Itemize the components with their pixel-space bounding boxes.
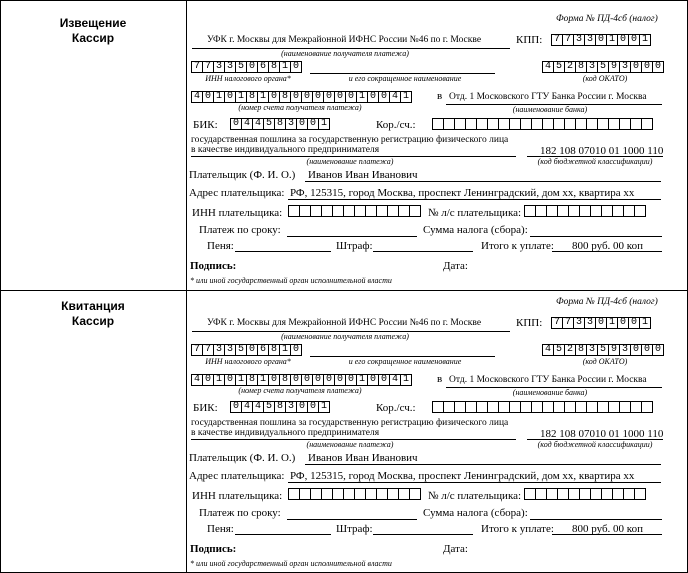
- digit-cell: 3: [213, 344, 225, 356]
- recipient-hint: (наименование получателя платежа): [281, 332, 409, 341]
- digit-cell: 4: [389, 374, 401, 386]
- bank-hint: (наименование банка): [512, 105, 588, 114]
- fine-label: Штраф:: [336, 240, 373, 252]
- payment-name-line1: государственная пошлина за государственную регистрацию физического лица: [191, 135, 509, 145]
- digit-cell: 1: [235, 91, 247, 103]
- footnote: * или иной государственный орган исполнительной власти: [190, 276, 392, 285]
- digit-cell: 3: [584, 34, 596, 46]
- digit-cell: 8: [274, 118, 286, 130]
- payer-underline: [305, 464, 661, 465]
- receipt-section: [0, 283, 688, 573]
- cashier-label: Кассир: [71, 314, 115, 328]
- digit-cell: 1: [279, 344, 291, 356]
- tax-sum-underline: [530, 519, 662, 520]
- digit-cell: 0: [334, 374, 346, 386]
- digit-cell: 0: [230, 401, 242, 413]
- table-border-left: [0, 0, 1, 573]
- digit-cell: 0: [290, 91, 302, 103]
- date-label: Дата:: [443, 543, 468, 555]
- digit-boxes: [191, 344, 302, 356]
- digit-cell: 5: [235, 61, 247, 73]
- digit-cell: 0: [268, 374, 280, 386]
- digit-cell: 0: [246, 344, 258, 356]
- digit-cell: 7: [191, 61, 203, 73]
- bik-label: БИК:: [193, 402, 218, 414]
- penalty-label: Пеня:: [207, 240, 234, 252]
- recipient-name: УФК г. Москвы для Межрайонной ИФНС России №46 по г. Москве: [207, 35, 482, 45]
- digit-cell: 1: [318, 118, 330, 130]
- digit-cell[interactable]: [634, 488, 646, 500]
- digit-cell: 5: [263, 401, 275, 413]
- digit-cell: 1: [356, 374, 368, 386]
- total-label: Итого к уплате:: [481, 523, 554, 535]
- digit-cell: 6: [257, 61, 269, 73]
- payment-name-line2: в качестве индивидуального предпринимателя: [191, 428, 380, 438]
- fine-underline: [373, 251, 473, 252]
- digit-cell: 0: [378, 374, 390, 386]
- bik-label: БИК:: [193, 119, 218, 131]
- due-label: Платеж по сроку:: [199, 507, 281, 519]
- digit-cell: 5: [235, 344, 247, 356]
- payment-name-hint: (наименование платежа): [306, 157, 394, 166]
- digit-cell: 0: [301, 374, 313, 386]
- digit-cell: 0: [246, 61, 258, 73]
- digit-boxes: [191, 91, 412, 103]
- total-label: Итого к уплате:: [481, 240, 554, 252]
- digit-cell: 4: [241, 118, 253, 130]
- digit-cell: 1: [400, 374, 412, 386]
- payment-name-hint: (наименование платежа): [306, 440, 394, 449]
- digit-boxes: [191, 61, 302, 73]
- digit-cell: 8: [575, 61, 587, 73]
- account-hint: (номер счета получателя платежа): [238, 386, 362, 395]
- bank-hint: (наименование банка): [512, 388, 588, 397]
- digit-cell: 0: [323, 374, 335, 386]
- fine-label: Штраф:: [336, 523, 373, 535]
- digit-cell: 3: [224, 344, 236, 356]
- signature-label: Подпись:: [190, 260, 237, 272]
- digit-cell: 8: [575, 344, 587, 356]
- digit-cell: 3: [586, 61, 598, 73]
- digit-cell: 3: [573, 317, 585, 329]
- digit-cell: 1: [213, 91, 225, 103]
- digit-cell: 7: [191, 344, 203, 356]
- digit-cell[interactable]: [409, 205, 421, 217]
- digit-boxes: [542, 61, 664, 73]
- digit-cell: 0: [312, 374, 324, 386]
- digit-cell: 3: [213, 61, 225, 73]
- kbk-code: 182 108 07010 01 1000 110: [540, 145, 664, 157]
- recipient-name: УФК г. Москвы для Межрайонной ИФНС России №46 по г. Москве: [207, 318, 482, 328]
- penalty-underline: [235, 534, 331, 535]
- address-underline: [288, 199, 661, 200]
- digit-cell: 7: [202, 61, 214, 73]
- table-border-top: [0, 0, 687, 1]
- digit-cell: 0: [224, 374, 236, 386]
- kpp-label: КПП:: [516, 34, 543, 46]
- address-label: Адрес плательщика:: [189, 187, 285, 199]
- digit-cell: 1: [257, 91, 269, 103]
- digit-cell: 6: [257, 344, 269, 356]
- digit-cell: 7: [562, 34, 574, 46]
- digit-cell: 3: [619, 344, 631, 356]
- digit-cell: 9: [608, 344, 620, 356]
- okato-hint: (код ОКАТО): [582, 357, 628, 366]
- digit-cell: 0: [595, 34, 607, 46]
- due-underline: [287, 236, 417, 237]
- digit-cell: 0: [628, 317, 640, 329]
- digit-cell: 1: [279, 61, 291, 73]
- digit-cell: 0: [345, 374, 357, 386]
- cashier-label: Кассир: [71, 31, 115, 45]
- payer-name: Иванов Иван Иванович: [308, 169, 418, 181]
- digit-cell: 1: [257, 374, 269, 386]
- digit-cell: 7: [202, 344, 214, 356]
- digit-cell: 0: [323, 91, 335, 103]
- digit-cell: 4: [191, 374, 203, 386]
- digit-cell: 5: [553, 61, 565, 73]
- digit-cell: 0: [290, 374, 302, 386]
- payer-account-label: № л/с плательщика:: [428, 207, 522, 219]
- inn-hint: ИНН налогового органа*: [205, 74, 291, 83]
- due-underline: [287, 519, 417, 520]
- digit-cell: 0: [617, 34, 629, 46]
- digit-cell: 8: [274, 401, 286, 413]
- digit-cell: 0: [296, 118, 308, 130]
- digit-cell: 0: [224, 91, 236, 103]
- bank-name: Отд. 1 Московского ГТУ Банка России г. Москва: [449, 375, 647, 385]
- digit-cell: 8: [246, 374, 258, 386]
- form-title: Форма № ПД-4сб (налог): [556, 14, 658, 24]
- okato-hint: (код ОКАТО): [582, 74, 628, 83]
- digit-cell: 0: [307, 118, 319, 130]
- digit-cell: 4: [542, 344, 554, 356]
- digit-cell: 3: [619, 61, 631, 73]
- digit-cell: 1: [356, 91, 368, 103]
- digit-boxes: [191, 374, 412, 386]
- digit-cell: 5: [553, 344, 565, 356]
- digit-cell: 9: [608, 61, 620, 73]
- due-label: Платеж по сроку:: [199, 224, 281, 236]
- address-underline: [288, 482, 661, 483]
- payer-inn-boxes[interactable]: [288, 205, 421, 217]
- digit-cell: 1: [400, 91, 412, 103]
- digit-cell: 3: [224, 61, 236, 73]
- digit-cell: 1: [235, 374, 247, 386]
- kpp-label: КПП:: [516, 317, 543, 329]
- digit-cell: 0: [595, 317, 607, 329]
- digit-cell: 0: [290, 344, 302, 356]
- kor-account-boxes[interactable]: [432, 401, 653, 413]
- kor-label: Кор./сч.:: [376, 119, 416, 131]
- digit-boxes: [230, 118, 330, 130]
- payer-inn-label: ИНН плательщика:: [192, 207, 283, 219]
- payer-account-boxes[interactable]: [524, 205, 646, 217]
- digit-cell: 3: [285, 118, 297, 130]
- fine-underline: [373, 534, 473, 535]
- digit-cell: 3: [584, 317, 596, 329]
- digit-cell: 0: [630, 344, 642, 356]
- payer-account-boxes[interactable]: [524, 488, 646, 500]
- digit-cell: 4: [191, 91, 203, 103]
- payer-address: РФ, 125315, город Москва, проспект Ленинградский, дом хх, квартира хх: [290, 187, 635, 199]
- abbr-hint: и его сокращенное наименование: [348, 357, 462, 366]
- digit-cell: 2: [564, 344, 576, 356]
- digit-boxes: [551, 34, 651, 46]
- digit-cell: 4: [252, 118, 264, 130]
- kbk-code: 182 108 07010 01 1000 110: [540, 428, 664, 440]
- digit-cell: 0: [628, 34, 640, 46]
- penalty-label: Пеня:: [207, 523, 234, 535]
- in-label: в: [437, 373, 443, 385]
- payer-label: Плательщик (Ф. И. О.): [189, 169, 296, 181]
- digit-cell: 0: [617, 317, 629, 329]
- digit-cell: 8: [279, 91, 291, 103]
- digit-cell: 1: [639, 317, 651, 329]
- digit-cell: 0: [652, 344, 664, 356]
- penalty-underline: [235, 251, 331, 252]
- digit-cell: 1: [606, 34, 618, 46]
- inn-hint: ИНН налогового органа*: [205, 357, 291, 366]
- payer-address: РФ, 125315, город Москва, проспект Ленинградский, дом хх, квартира хх: [290, 470, 635, 482]
- digit-cell: 1: [639, 34, 651, 46]
- section-title: Квитанция: [61, 299, 125, 313]
- digit-cell: 2: [564, 61, 576, 73]
- digit-cell: 4: [389, 91, 401, 103]
- digit-cell: 4: [252, 401, 264, 413]
- table-divider: [0, 290, 687, 291]
- digit-boxes: [230, 401, 330, 413]
- payer-inn-label: ИНН плательщика:: [192, 490, 283, 502]
- digit-cell: 0: [630, 61, 642, 73]
- address-label: Адрес плательщика:: [189, 470, 285, 482]
- digit-cell: 4: [542, 61, 554, 73]
- digit-cell[interactable]: [641, 401, 653, 413]
- digit-cell: 3: [285, 401, 297, 413]
- table-column-divider: [186, 0, 187, 573]
- digit-cell[interactable]: [641, 118, 653, 130]
- kbk-hint: (код бюджетной классификации): [537, 440, 653, 449]
- digit-cell: 7: [562, 317, 574, 329]
- payer-name: Иванов Иван Иванович: [308, 452, 418, 464]
- bank-name: Отд. 1 Московского ГТУ Банка России г. Москва: [449, 92, 647, 102]
- digit-cell: 0: [367, 91, 379, 103]
- payment-name-line2: в качестве индивидуального предпринимателя: [191, 145, 380, 155]
- digit-cell: 3: [586, 344, 598, 356]
- digit-cell: 4: [241, 401, 253, 413]
- digit-cell[interactable]: [634, 205, 646, 217]
- digit-cell: 1: [318, 401, 330, 413]
- kor-account-boxes[interactable]: [432, 118, 653, 130]
- digit-cell: 0: [290, 61, 302, 73]
- payer-underline: [305, 181, 661, 182]
- total-value: 800 руб. 00 коп: [572, 240, 643, 252]
- footnote: * или иной государственный орган исполнительной власти: [190, 559, 392, 568]
- digit-cell: 0: [367, 374, 379, 386]
- digit-cell: 3: [573, 34, 585, 46]
- digit-cell: 0: [301, 91, 313, 103]
- digit-cell: 8: [246, 91, 258, 103]
- digit-cell: 8: [279, 374, 291, 386]
- digit-cell: 0: [202, 374, 214, 386]
- kor-label: Кор./сч.:: [376, 402, 416, 414]
- digit-cell: 0: [641, 344, 653, 356]
- total-underline: [552, 251, 662, 252]
- digit-cell: 8: [268, 344, 280, 356]
- account-hint: (номер счета получателя платежа): [238, 103, 362, 112]
- digit-cell: 0: [307, 401, 319, 413]
- payer-account-label: № л/с плательщика:: [428, 490, 522, 502]
- payer-inn-boxes[interactable]: [288, 488, 421, 500]
- digit-cell: 0: [378, 91, 390, 103]
- digit-cell: 5: [597, 61, 609, 73]
- payment-name-line1: государственная пошлина за государственную регистрацию физического лица: [191, 418, 509, 428]
- tax-sum-underline: [530, 236, 662, 237]
- tax-sum-label: Сумма налога (сбора):: [423, 224, 528, 236]
- digit-cell: 0: [641, 61, 653, 73]
- digit-boxes: [542, 344, 664, 356]
- section-title: Извещение: [59, 16, 127, 30]
- digit-cell: 1: [213, 374, 225, 386]
- tax-sum-label: Сумма налога (сбора):: [423, 507, 528, 519]
- digit-cell: 0: [296, 401, 308, 413]
- in-label: в: [437, 90, 443, 102]
- kbk-hint: (код бюджетной классификации): [537, 157, 653, 166]
- payer-label: Плательщик (Ф. И. О.): [189, 452, 296, 464]
- digit-cell: 8: [268, 61, 280, 73]
- digit-cell: 5: [597, 344, 609, 356]
- digit-cell: 0: [202, 91, 214, 103]
- digit-cell: 0: [312, 91, 324, 103]
- total-underline: [552, 534, 662, 535]
- digit-cell: 0: [230, 118, 242, 130]
- digit-cell: 7: [551, 34, 563, 46]
- digit-cell: 0: [345, 91, 357, 103]
- digit-cell: 1: [606, 317, 618, 329]
- digit-cell: 5: [263, 118, 275, 130]
- digit-cell: 0: [652, 61, 664, 73]
- total-value: 800 руб. 00 коп: [572, 523, 643, 535]
- signature-label: Подпись:: [190, 543, 237, 555]
- digit-cell: 0: [268, 91, 280, 103]
- recipient-hint: (наименование получателя платежа): [281, 49, 409, 58]
- form-title: Форма № ПД-4сб (налог): [556, 297, 658, 307]
- abbr-hint: и его сокращенное наименование: [348, 74, 462, 83]
- digit-cell: 0: [334, 91, 346, 103]
- digit-boxes: [551, 317, 651, 329]
- date-label: Дата:: [443, 260, 468, 272]
- digit-cell[interactable]: [409, 488, 421, 500]
- digit-cell: 7: [551, 317, 563, 329]
